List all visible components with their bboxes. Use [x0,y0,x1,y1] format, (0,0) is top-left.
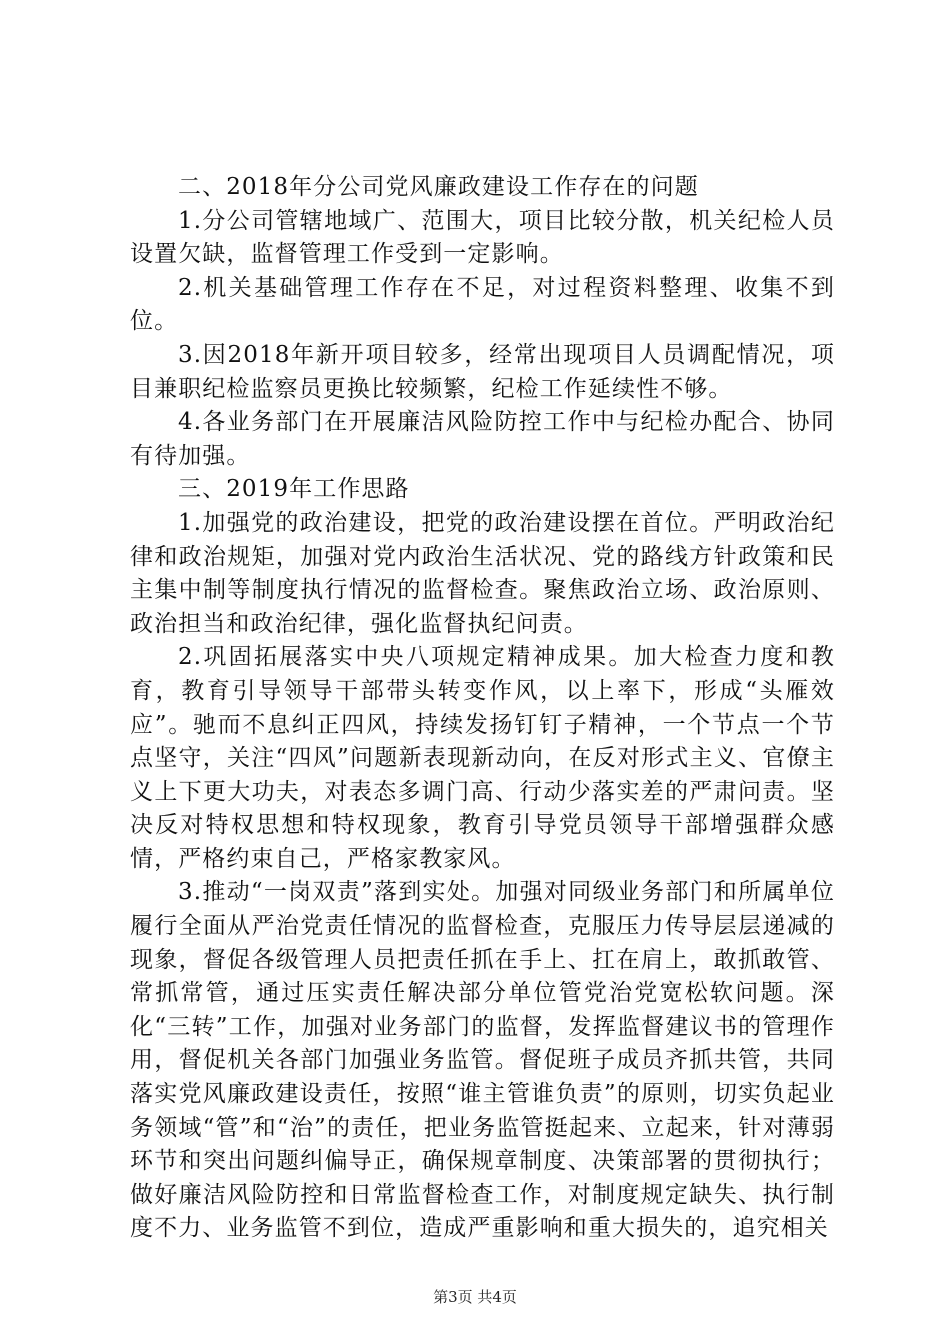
paragraph-problem-3: 3.因2018年新开项目较多，经常出现项目人员调配情况，项目兼职纪检监察员更换比较频繁，纪检工作延续性不够。 [130,341,835,402]
paragraph-plan-1: 1.加强党的政治建设，把党的政治建设摆在首位。严明政治纪律和政治规矩，加强对党内政治生活状况、党的路线方针政策和民主集中制等制度执行情况的监督检查。聚焦政治立场、政治原则、政治担当和政治纪律，强化监督执纪问责。 [130,509,835,637]
paragraph-problem-2: 2.机关基础管理工作存在不足，对过程资料整理、收集不到位。 [130,274,835,335]
section-heading-plan: 三、2019年工作思路 [178,476,410,503]
paragraph-problem-4: 4.各业务部门在开展廉洁风险防控工作中与纪检办配合、协同有待加强。 [130,409,835,469]
page-number-footer: 第3页 共4页 [433,1288,517,1306]
paragraph-plan-2: 2.巩固拓展落实中央八项规定精神成果。加大检查力度和教育，教育引导领导干部带头转变作风，以上率下，形成“头雁效应”。驰而不息纠正四风，持续发扬钉钉子精神，一个节点一个节点坚守，关注“四风”问题新表现新动向，在反对形式主义、官僚主义上下更大功夫，对表态多调门高、行动少落实差的严肃问责。坚决反对特权思想和特权现象，教育引导党员领导干部增强群众感情，严格约束自己，严格家教家风。 [130,644,835,872]
paragraph-problem-1: 1.分公司管辖地域广、范围大，项目比较分散，机关纪检人员设置欠缺，监督管理工作受到一定影响。 [130,207,835,268]
document-body [130,171,835,1246]
section-heading-problems: 二、2018年分公司党风廉政建设工作存在的问题 [178,174,699,200]
paragraph-plan-3: 3.推动“一岗双责”落到实处。加强对同级业务部门和所属单位履行全面从严治党责任情况的监督检查，克服压力传导层层递减的现象，督促各级管理人员把责任抓在手上、扛在肩上，敢抓敢管、常抓常管，通过压实责任解决部分单位管党治党宽松软问题。深化“三转”工作，加强对业务部门的监督，发挥监督建议书的管理作用，督促机关各部门加强业务监管。督促班子成员齐抓共管，共同落实党风廉政建设责任，按照“谁主管谁负责”的原则，切实负起业务领域“管”和“治”的责任，把业务监管挺起来、立起来，针对薄弱环节和突出问题纠偏导正，确保规章制度、决策部署的贯彻执行；做好廉洁风险防控和日常监督检查工作，对制度规定缺失、执行制度不力、业务监管不到位，造成严重影响和重大损失的，追究相关 [130,879,835,1242]
